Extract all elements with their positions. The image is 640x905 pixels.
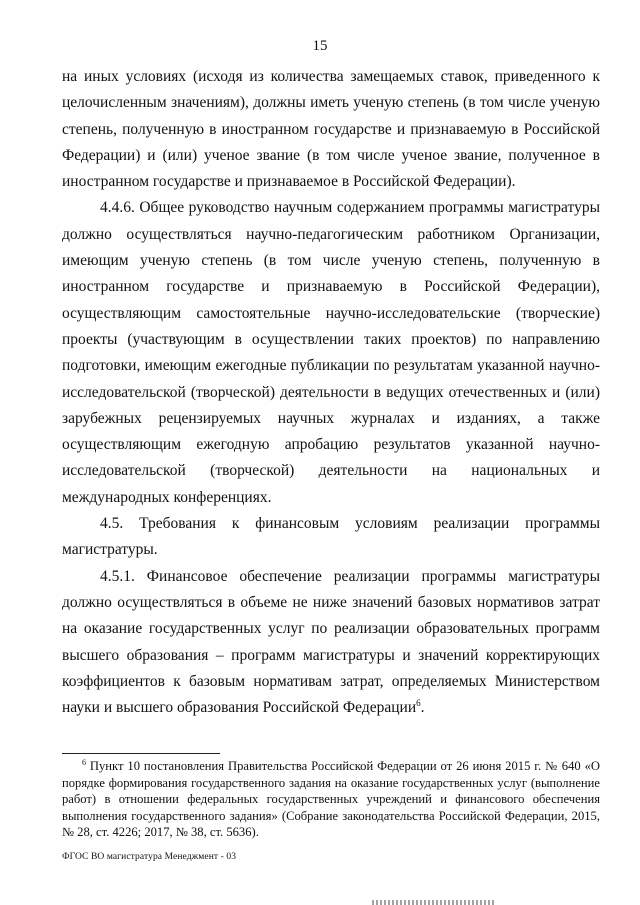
paragraph-4-4-6: 4.4.6. Общее руководство научным содержанием программы магистратуры должно осуществляться научно-педагогическим работником Организации, имеющим ученую степень (в том числе ученую степень, полученную в иностранном государстве и признаваемую в Российской Федерации), осуществляющим самостоятельные научно-исследовательские (творческие) проекты (участвующим в осуществлении таких проектов) по направлению подготовки, имеющим ежегодные публикации по результатам указанной научно-исследовательской (творческой) деятельности в ведущих отечественных и (или) зарубежных рецензируемых научных журналах и изданиях, а также осуществляющим ежегодную апробацию результатов указанной научно-исследовательской (творческой) деятельности на национальных и международных конференциях. (62, 199, 600, 506)
footnote (62, 758, 600, 841)
footnote-text: Пункт 10 постановления Правительства Российской Федерации от 26 июня 2015 г. № 640 «О порядке формирования государственного задания на оказание государственных услуг (выполнение работ) в отношении федеральных государственных учреждений и финансового обеспечения выполнения государственного задания» (Собрание законодательства Российской Федерации, 2015, № 28, ст. 4226; 2017, № 38, ст. 5636). (62, 759, 600, 840)
footnote-reference: 6 (416, 697, 421, 708)
footnote-separator (62, 753, 220, 754)
scan-mark (372, 900, 496, 905)
paragraph-4-5-1 (62, 564, 600, 722)
paragraph-4-5-heading: 4.5. Требования к финансовым условиям реализации программы магистратуры. (62, 515, 600, 559)
body-text (62, 64, 600, 721)
footnote-marker: 6 (82, 757, 86, 767)
page-number: 15 (312, 38, 328, 54)
paragraph-4-5-1-end: . (420, 699, 425, 717)
paragraph-4-5-1-text: 4.5.1. Финансовое обеспечение реализации программы магистратуры должно осуществляться в объеме не ниже значений базовых нормативов затрат на оказание государственных услуг по реализации образовательных программ высшего образования – программ магистратуры и значений корректирующих коэффициентов к базовым нормативам затрат, определяемых Министерством науки и высшего образования Российской Федерации (62, 567, 600, 717)
paragraph-continuation: на иных условиях (исходя из количества замещаемых ставок, приведенного к целочисленным значениям), должны иметь ученую степень (в том числе ученую степень, полученную в иностранном государстве и признаваемую в Российской Федерации) и (или) ученое звание (в том числе ученое звание, полученное в иностранном государстве и признаваемое в Российской Федерации). (62, 68, 600, 191)
document-footer: ФГОС ВО магистратура Менеджмент - 03 (62, 852, 237, 862)
